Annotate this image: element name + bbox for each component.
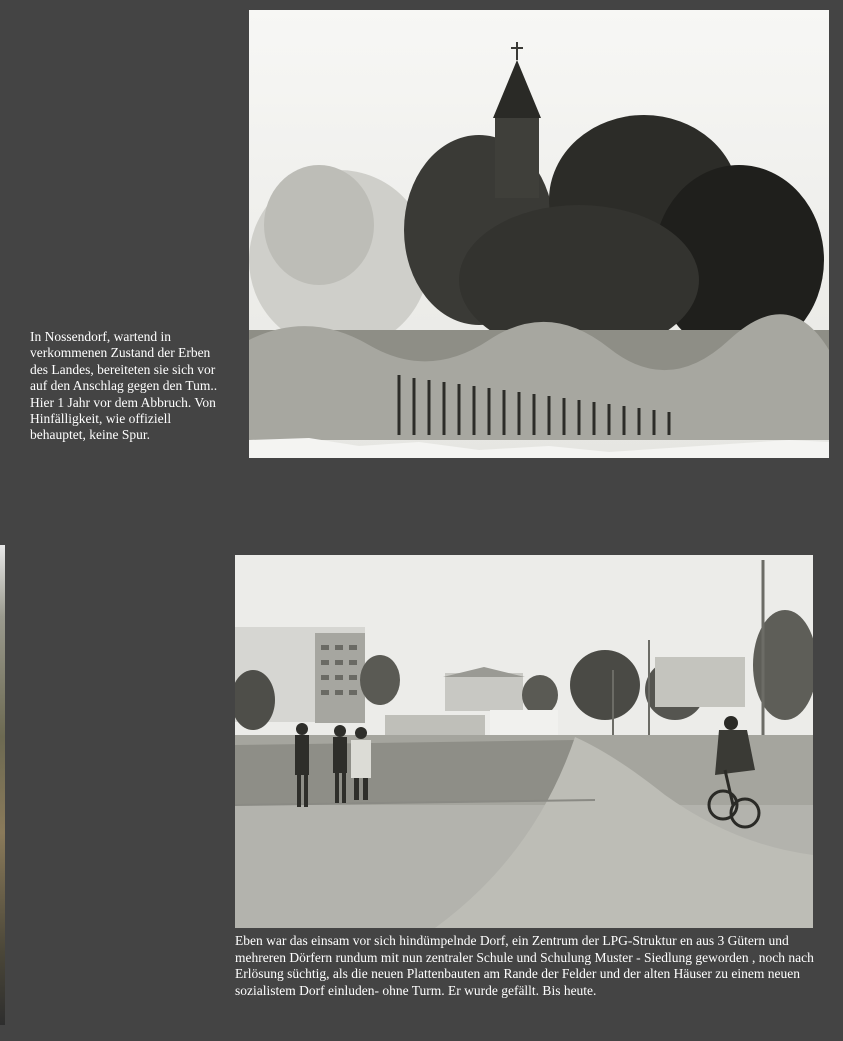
village-street-photo — [235, 555, 813, 928]
village-photo-caption: Eben war das einsam vor sich hindümpelnde Dorf, ein Zentrum der LPG-Struktur en aus 3 Gütern und mehreren Dörfern rundum mit nun zentraler Schule und Schulung Muster - Siedlung geworden , noch nach Erlösung süchtig, als die neuen Plattenbauten am Rande der Felder und der alten Häuser zu einem neuen sozialistem Dorf einluden- ohne Turm. Er wurde gefällt. Bis heute. — [235, 933, 814, 998]
partial-photo-edge — [0, 545, 5, 1025]
church-tower-photo — [249, 10, 829, 458]
church-photo-caption: In Nossendorf, wartend in verkommenen Zustand der Erben des Landes, bereiteten sie sich vor auf den Anschlag gegen den Tum.. Hier 1 Jahr vor dem Abbruch. Von Hinfälligkeit, wie offiziell behauptet, keine Spur. — [30, 329, 218, 443]
